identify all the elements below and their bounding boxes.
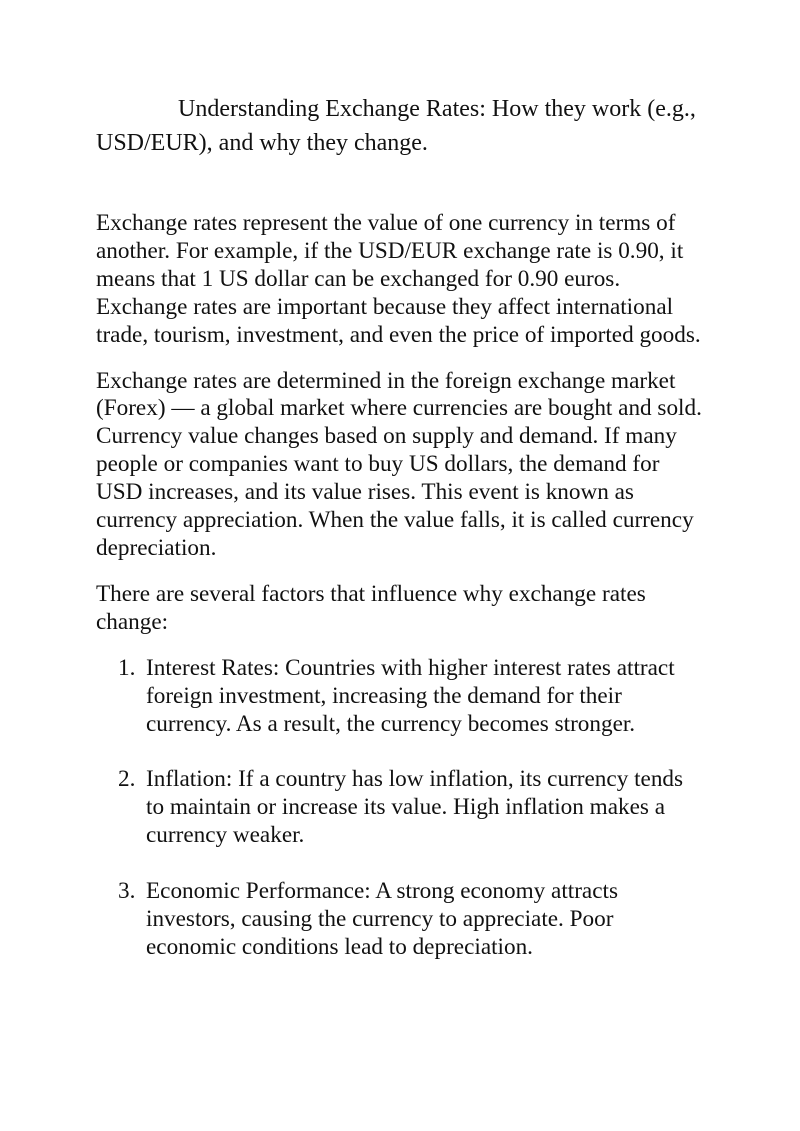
factor-text: Economic Performance: A strong economy attracts investors, causing the currency to appreciate. Poor economic conditions lead to depreciation. — [146, 877, 618, 960]
list-number: 3. — [118, 877, 136, 904]
document-page — [96, 92, 706, 990]
paragraph-forex-market: Exchange rates are determined in the foreign exchange market (Forex) — a global market where currencies are bought and sold. Currency value changes based on supply and demand. If many people or companies want to buy US dollars, the demand for USD increases, and its value rises. This event is known as currency appreciation. When the value falls, it is called currency depreciation. — [96, 367, 702, 561]
list-number: 2. — [118, 766, 136, 793]
factor-text: Interest Rates: Countries with higher interest rates attract foreign investment, increasing the demand for their currency. As a result, the currency becomes stronger. — [146, 654, 675, 737]
factors-list — [96, 655, 706, 962]
document-title: Understanding Exchange Rates: How they work (e.g., USD/EUR), and why they change. — [96, 96, 696, 156]
factor-item-economic-performance — [96, 878, 706, 962]
paragraph-factors-intro: There are several factors that influence why exchange rates change: — [96, 580, 646, 635]
factor-text: Inflation: If a country has low inflation, its currency tends to maintain or increase its value. High inflation makes a currency weaker. — [146, 766, 684, 849]
factor-item-inflation — [96, 766, 706, 850]
paragraph-definition: Exchange rates represent the value of one currency in terms of another. For example, if the USD/EUR exchange rate is 0.90, it means that 1 US dollar can be exchanged for 0.90 euros. Exchange rates are important because they affect international trade, tourism, investment, and even the price of imported goods. — [96, 210, 701, 348]
factor-item-interest-rates — [96, 655, 706, 739]
list-number: 1. — [118, 654, 136, 681]
